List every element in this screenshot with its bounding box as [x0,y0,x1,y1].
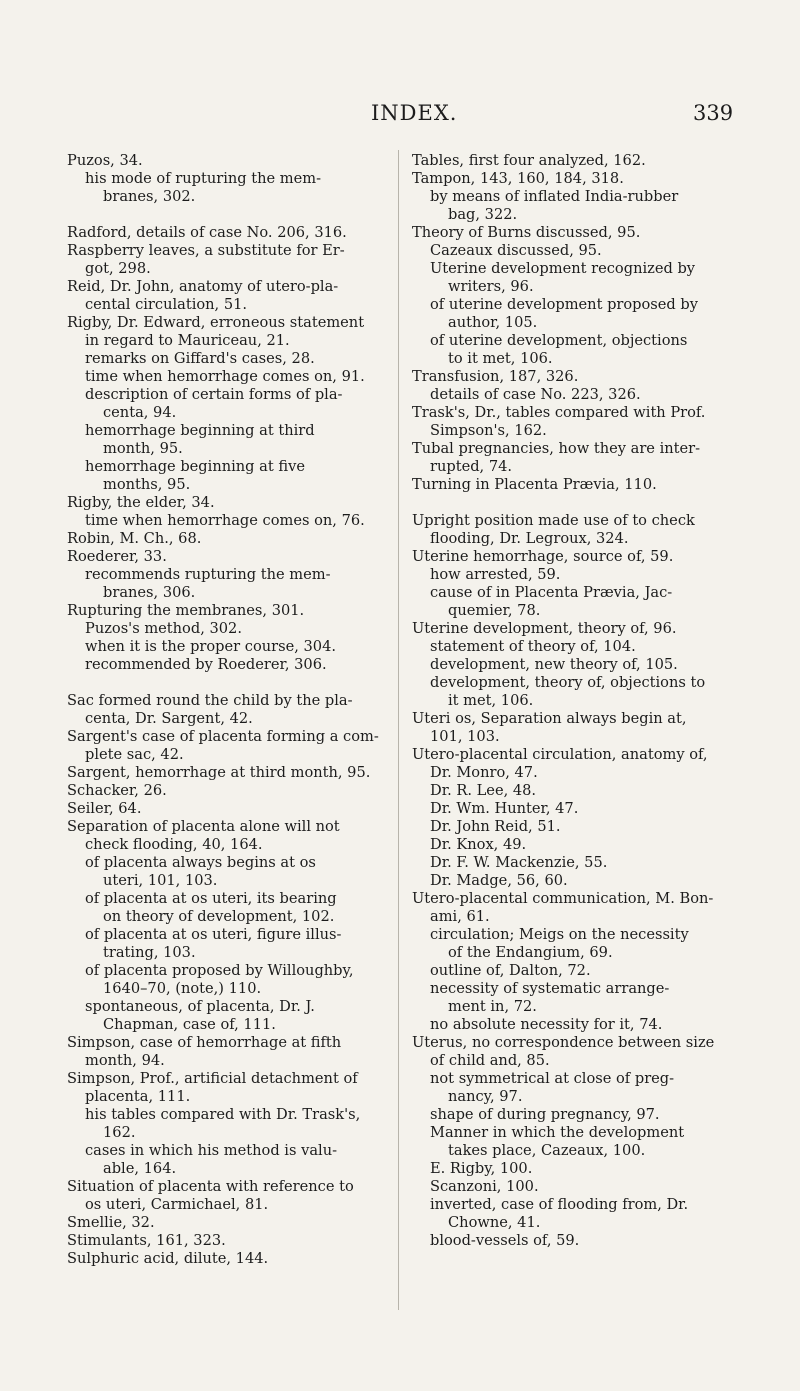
index-line: of placenta always begins at os [85,854,316,871]
index-line: of the Endangium, 69. [448,944,613,961]
section-gap [67,674,387,692]
index-subentry [412,674,737,710]
index-subentry [412,1160,737,1178]
index-entry [67,602,387,620]
index-line: Radford, details of case No. 206, 316. [67,224,347,241]
index-line: remarks on Giffard's cases, 28. [85,350,315,367]
index-line: takes place, Cazeaux, 100. [448,1142,646,1159]
index-line: writers, 96. [448,278,534,295]
index-line: Simpson's, 162. [430,422,547,439]
index-line: no absolute necessity for it, 74. [430,1016,663,1033]
index-entry [412,152,737,170]
index-subentry [412,188,737,224]
index-line: Upright position made use of to check [412,512,695,529]
index-entry [412,170,737,188]
section-gap [412,494,737,512]
index-line: centa, 94. [103,404,177,421]
index-subentry [67,854,387,890]
index-line: Dr. Wm. Hunter, 47. [430,800,579,817]
index-line: branes, 302. [103,188,196,205]
index-subentry [67,620,387,638]
index-subentry [67,566,387,602]
index-line: Tables, first four analyzed, 162. [412,152,646,169]
index-subentry [412,854,737,872]
index-line: got, 298. [85,260,151,277]
index-entry [412,746,737,764]
index-subentry [67,512,387,530]
index-line: on theory of development, 102. [103,908,335,925]
index-line: Chapman, case of, 111. [103,1016,276,1033]
index-subentry [67,170,387,206]
index-line: of placenta proposed by Willoughby, [85,962,354,979]
index-subentry [412,764,737,782]
index-subentry [67,926,387,962]
index-line: recommends rupturing the mem- [85,566,331,583]
index-subentry [412,332,737,368]
index-subentry [412,962,737,980]
page-number: 339 [693,101,734,125]
index-line: centa, Dr. Sargent, 42. [85,710,253,727]
index-entry [412,1034,737,1070]
index-line: ment in, 72. [448,998,537,1015]
index-line: spontaneous, of placenta, Dr. J. [85,998,315,1015]
index-line: of uterine development, objections [430,332,688,349]
index-line: when it is the proper course, 304. [85,638,337,655]
index-subentry [412,566,737,584]
index-entry [67,548,387,566]
index-subentry [412,386,737,404]
index-subentry [412,872,737,890]
index-entry [67,278,387,314]
index-line: Uteri os, Separation always begin at, [412,710,687,727]
index-line: Robin, M. Ch., 68. [67,530,202,547]
index-entry [412,440,737,476]
index-line: time when hemorrhage comes on, 91. [85,368,365,385]
index-subentry [412,818,737,836]
index-entry [67,818,387,854]
index-line: of child and, 85. [430,1052,550,1069]
index-line: cause of in Placenta Prævia, Jac- [430,584,673,601]
index-subentry [67,890,387,926]
index-entry [67,1178,387,1214]
index-subentry [412,800,737,818]
index-subentry [412,656,737,674]
index-line: circulation; Meigs on the necessity [430,926,689,943]
index-subentry [67,386,387,422]
index-line: trating, 103. [103,944,196,961]
index-subentry [67,656,387,674]
index-entry [67,1232,387,1250]
index-line: time when hemorrhage comes on, 76. [85,512,365,529]
index-entry [67,764,387,782]
index-line: outline of, Dalton, 72. [430,962,591,979]
index-line: Situation of placenta with reference to [67,1178,354,1195]
index-subentry [412,242,737,260]
index-line: Transfusion, 187, 326. [412,368,579,385]
index-subentry [67,998,387,1034]
index-entry [412,620,737,638]
index-entry [67,314,387,350]
index-line: description of certain forms of pla- [85,386,343,403]
index-line: placenta, 111. [85,1088,191,1105]
index-line: Dr. John Reid, 51. [430,818,561,835]
index-line: development, theory of, objections to [430,674,706,691]
index-subentry [412,638,737,656]
index-line: E. Rigby, 100. [430,1160,533,1177]
index-line: Turning in Placenta Prævia, 110. [412,476,657,493]
index-subentry [67,638,387,656]
index-subentry [67,368,387,386]
index-line: branes, 306. [103,584,196,601]
index-line: Trask's, Dr., tables compared with Prof. [412,404,706,421]
index-subentry [67,458,387,494]
index-line: details of case No. 223, 326. [430,386,641,403]
index-entry [67,728,387,764]
index-line: uteri, 101, 103. [103,872,218,889]
index-subentry [67,1142,387,1178]
index-line: Sac formed round the child by the pla- [67,692,353,709]
index-line: Reid, Dr. John, anatomy of utero-pla- [67,278,339,295]
index-line: Schacker, 26. [67,782,167,799]
index-entry [67,224,387,242]
index-line: necessity of systematic arrange- [430,980,670,997]
index-subentry [412,584,737,620]
index-line: Manner in which the development [430,1124,685,1141]
index-line: able, 164. [103,1160,177,1177]
index-line: bag, 322. [448,206,518,223]
index-line: to it met, 106. [448,350,553,367]
index-subentry [412,980,737,1016]
index-line: months, 95. [103,476,191,493]
index-line: Chowne, 41. [448,1214,541,1231]
right-index-column [412,152,737,1250]
index-line: Dr. Monro, 47. [430,764,538,781]
index-line: Sargent, hemorrhage at third month, 95. [67,764,371,781]
index-entry [412,368,737,386]
index-entry [67,242,387,278]
index-line: it met, 106. [448,692,534,709]
index-line: Puzos, 34. [67,152,143,169]
index-line: Roederer, 33. [67,548,167,565]
index-entry [412,224,737,242]
index-line: Separation of placenta alone will not [67,818,340,835]
index-line: Sargent's case of placenta forming a com- [67,728,379,745]
index-line: cases in which his method is valu- [85,1142,338,1159]
index-line: quemier, 78. [448,602,541,619]
index-line: his tables compared with Dr. Trask's, [85,1106,361,1123]
index-entry [412,710,737,746]
index-line: Dr. Madge, 56, 60. [430,872,568,889]
index-subentry [412,836,737,854]
index-line: Utero-placental circulation, anatomy of, [412,746,708,763]
index-entry [412,548,737,566]
index-line: statement of theory of, 104. [430,638,636,655]
page-header [0,101,800,131]
index-line: Uterine development recognized by [430,260,696,277]
index-line: os uteri, Carmichael, 81. [85,1196,269,1213]
index-subentry [412,1124,737,1160]
index-subentry [412,1106,737,1124]
index-subentry [67,1106,387,1142]
index-line: Smellie, 32. [67,1214,155,1231]
index-line: plete sac, 42. [85,746,184,763]
index-line: Dr. R. Lee, 48. [430,782,537,799]
index-line: Scanzoni, 100. [430,1178,539,1195]
index-line: of placenta at os uteri, its bearing [85,890,337,907]
index-line: Rupturing the membranes, 301. [67,602,305,619]
index-line: hemorrhage beginning at five [85,458,305,475]
index-entry [67,800,387,818]
index-subentry [412,1178,737,1196]
index-subentry [412,1016,737,1034]
index-subentry [412,1070,737,1106]
index-line: of uterine development proposed by [430,296,699,313]
index-line: Tubal pregnancies, how they are inter- [412,440,701,457]
index-subentry [412,1232,737,1250]
index-line: how arrested, 59. [430,566,561,583]
index-entry [412,476,737,494]
index-line: cental circulation, 51. [85,296,248,313]
index-line: Uterine development, theory of, 96. [412,620,677,637]
index-line: author, 105. [448,314,538,331]
index-subentry [67,422,387,458]
index-line: Puzos's method, 302. [85,620,242,637]
index-line: 162. [103,1124,136,1141]
index-line: his mode of rupturing the mem- [85,170,322,187]
index-line: Theory of Burns discussed, 95. [412,224,641,241]
index-line: development, new theory of, 105. [430,656,678,673]
index-line: Dr. Knox, 49. [430,836,527,853]
index-entry [67,1070,387,1106]
index-line: flooding, Dr. Legroux, 324. [430,530,629,547]
index-line: Sulphuric acid, dilute, 144. [67,1250,269,1267]
index-line: Cazeaux discussed, 95. [430,242,602,259]
index-line: 1640–70, (note,) 110. [103,980,262,997]
index-entry [67,1214,387,1232]
index-line: Uterus, no correspondence between size [412,1034,715,1051]
index-line: Raspberry leaves, a substitute for Er- [67,242,345,259]
index-entry [412,404,737,440]
index-line: month, 95. [103,440,183,457]
index-entry [67,1034,387,1070]
index-subentry [412,926,737,962]
index-subentry [67,962,387,998]
page-title: INDEX. [371,101,458,125]
index-subentry [412,296,737,332]
index-entry [67,152,387,170]
index-line: not symmetrical at close of preg- [430,1070,675,1087]
index-subentry [67,350,387,368]
index-line: Stimulants, 161, 323. [67,1232,226,1249]
section-gap [67,206,387,224]
index-line: Tampon, 143, 160, 184, 318. [412,170,624,187]
index-line: nancy, 97. [448,1088,523,1105]
index-line: hemorrhage beginning at third [85,422,315,439]
index-line: of placenta at os uteri, figure illus- [85,926,342,943]
index-line: Rigby, the elder, 34. [67,494,215,511]
index-entry [67,530,387,548]
index-line: in regard to Mauriceau, 21. [85,332,290,349]
index-subentry [412,1196,737,1232]
index-subentry [412,260,737,296]
index-line: 101, 103. [430,728,500,745]
index-line: Rigby, Dr. Edward, erroneous statement [67,314,365,331]
left-index-column [67,152,387,1268]
column-divider [398,150,399,1310]
index-subentry [412,782,737,800]
index-line: by means of inflated India-rubber [430,188,679,205]
index-line: Dr. F. W. Mackenzie, 55. [430,854,608,871]
index-line: Simpson, case of hemorrhage at fifth [67,1034,342,1051]
index-line: month, 94. [85,1052,165,1069]
index-entry [67,494,387,512]
index-line: blood-vessels of, 59. [430,1232,580,1249]
index-line: recommended by Roederer, 306. [85,656,327,673]
index-line: rupted, 74. [430,458,513,475]
index-line: Seiler, 64. [67,800,142,817]
index-entry [412,512,737,548]
index-line: Simpson, Prof., artificial detachment of [67,1070,358,1087]
index-line: shape of during pregnancy, 97. [430,1106,660,1123]
index-line: Utero-placental communication, M. Bon- [412,890,714,907]
index-line: inverted, case of flooding from, Dr. [430,1196,689,1213]
index-entry [67,782,387,800]
index-entry [67,1250,387,1268]
index-entry [412,890,737,926]
index-line: check flooding, 40, 164. [85,836,263,853]
index-line: ami, 61. [430,908,490,925]
index-entry [67,692,387,728]
index-line: Uterine hemorrhage, source of, 59. [412,548,674,565]
